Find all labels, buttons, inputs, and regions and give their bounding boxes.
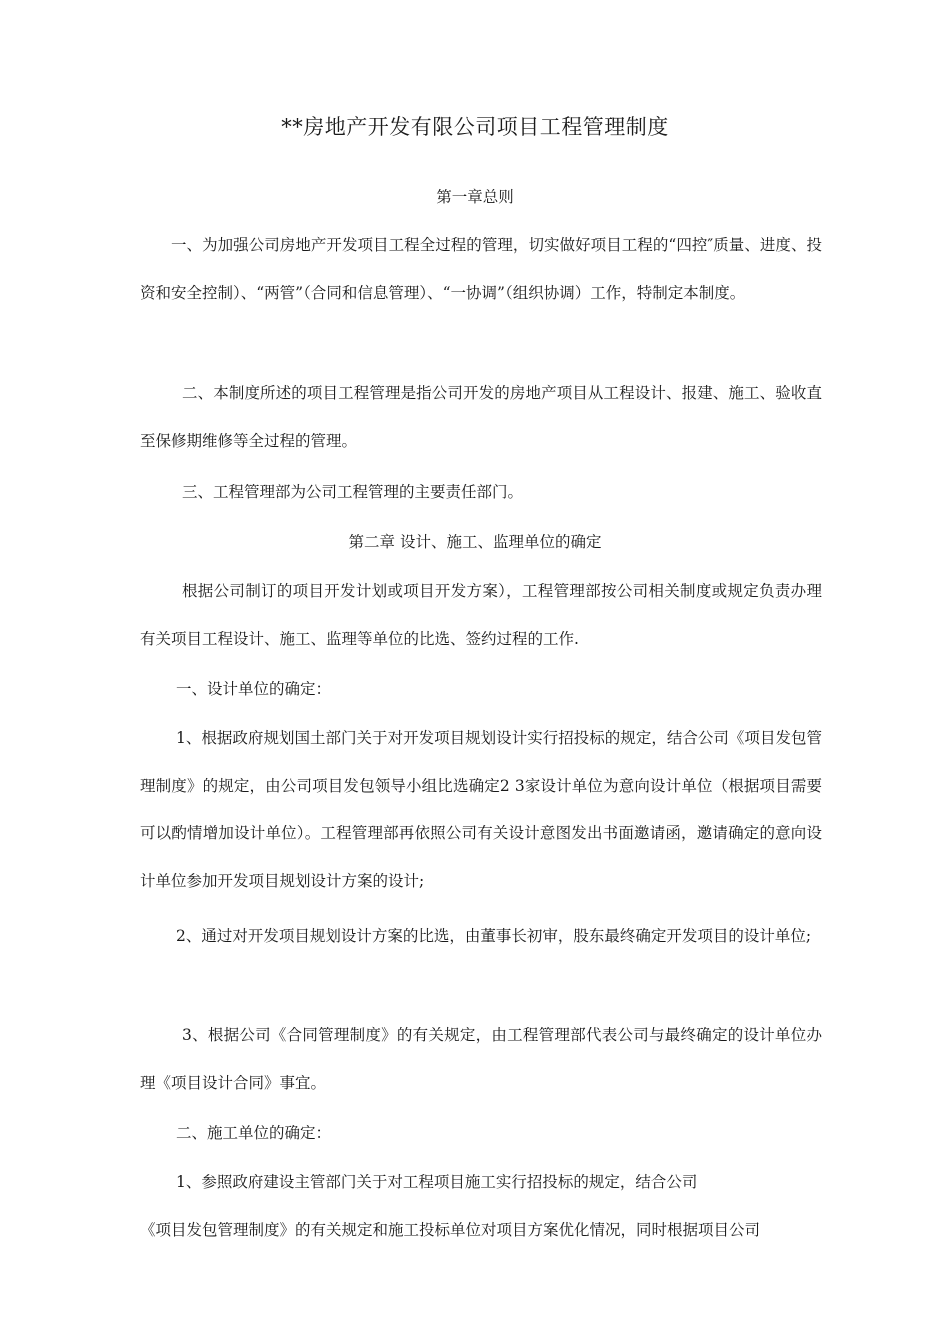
chapter-1-item-2: 二、本制度所述的项目工程管理是指公司开发的房地产项目从工程设计、报建、施工、验收直至保修期维修等全过程的管理。 [140, 384, 822, 450]
design-unit-heading: 一、设计单位的确定： [176, 680, 332, 698]
chapter-2-intro: 根据公司制订的项目开发计划或项目开发方案），工程管理部按公司相关制度或规定负责办理有关项目工程设计、施工、监理等单位的比选、签约过程的工作. [140, 582, 822, 648]
document-title: **房地产开发有限公司项目工程管理制度 [281, 115, 669, 139]
design-item-1: 1、根据政府规划国土部门关于对开发项目规划设计实行招投标的规定，结合公司《项目发包管理制度》的规定，由公司项目发包领导小组比选确定2 3家设计单位为意向设计单位（根据项目需要可以酌情增加设计单位）。工程管理部再依照公司有关设计意图发出书面邀请函，邀请确定的意向设计单位参加开发项目规划设计方案的设计; [140, 729, 822, 890]
construction-unit-heading: 二、施工单位的确定： [176, 1124, 332, 1142]
chapter-1-item-3: 三、工程管理部为公司工程管理的主要责任部门。 [182, 483, 524, 501]
chapter-1-item-1: 一、为加强公司房地产开发项目工程全过程的管理，切实做好项目工程的“四控″质量、进度、投资和安全控制）、“两管”（合同和信息管理）、“一协调”（组织协调）工作，特制定本制度。 [140, 236, 822, 302]
design-item-2: 2、通过对开发项目规划设计方案的比选，由董事长初审，股东最终确定开发项目的设计单位; [176, 927, 812, 945]
design-item-3: 3、根据公司《合同管理制度》的有关规定，由工程管理部代表公司与最终确定的设计单位办理《项目设计合同》事宜。 [140, 1026, 822, 1092]
chapter-1-heading: 第一章总则 [436, 188, 514, 206]
chapter-2-heading: 第二章 设计、施工、监理单位的确定 [348, 533, 602, 551]
construction-item-1-line-1: 1、参照政府建设主管部门关于对工程项目施工实行招投标的规定，结合公司 [176, 1173, 698, 1191]
construction-item-1-line-2: 《项目发包管理制度》的有关规定和施工投标单位对项目方案优化情况，同时根据项目公司 [140, 1221, 761, 1239]
